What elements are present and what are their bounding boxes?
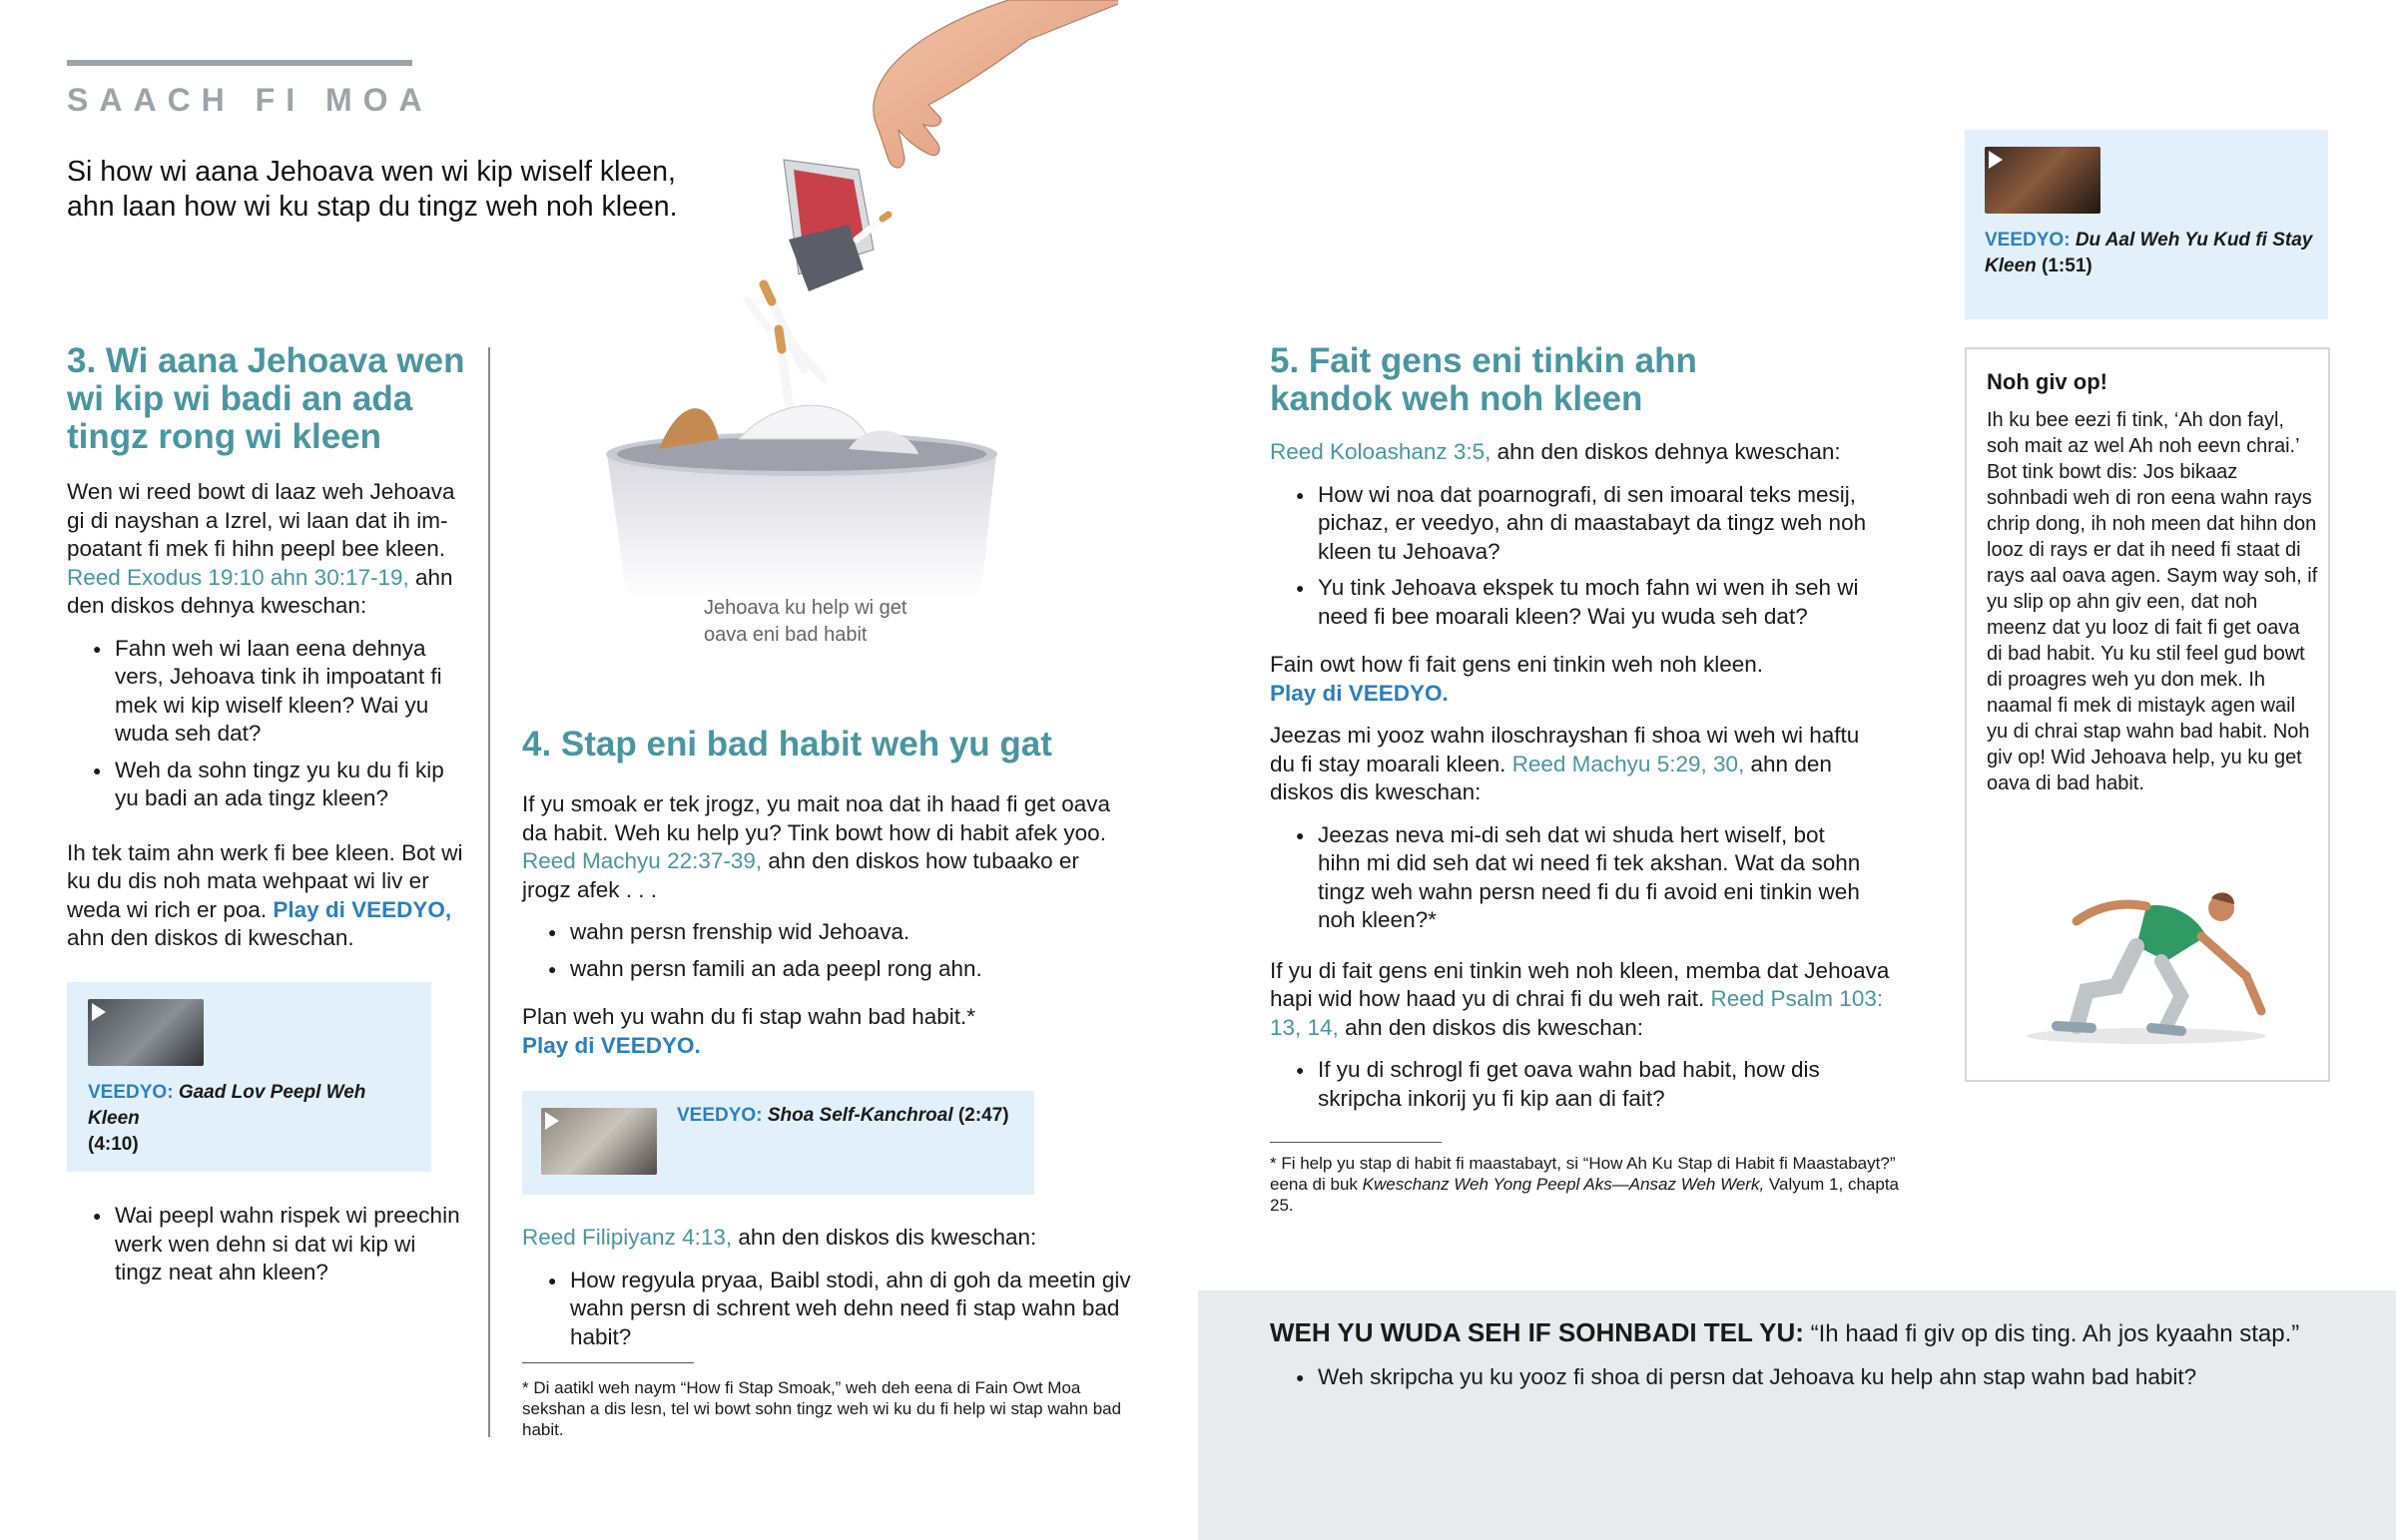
list-item: ● Weh da sohn tingz yu ku du fi kip yu badi an ada tingz kleen?	[67, 757, 466, 813]
section-4	[522, 726, 1131, 1060]
cigarette-pack-icon	[784, 160, 889, 291]
section-4-para3-tail: ahn den diskos dis kweschan:	[732, 1225, 1037, 1250]
section-5-footnote	[1270, 1153, 1909, 1216]
section-4-bullets	[522, 918, 1131, 983]
runner-illustration	[1997, 876, 2296, 1056]
section-3-final-bullet	[67, 1202, 466, 1295]
footnote-text: * Fi help yu stap di habit fi maastabayt, si “How Ah Ku Stap di Habit fi Maastabayt?” eena di buk	[1270, 1154, 1896, 1194]
section-3-para1	[67, 478, 466, 621]
sidebar-box-text: Ih ku bee eezi fi tink, ‘Ah don fayl, soh mait az wel Ah noh eevn chrai.’ Bot tink bowt dis: Jos bikaaz sohnbadi weh di ron eena wahn rays chrip dong, ih noh meen dat hihn don looz di rays er dat ih need fi staat di rays aal oava agen. Saym way soh, if yu slip op ahn giv een, dat noh meenz dat yu looz di fait fi get oava di bad habit. Yu ku stil feel gud bowt di proagres weh yu don mek. Ih naamal fi mek di mistayk agen wail yu di chrai stap wahn bad habit. Noh giv op! Wid Jehoava help, yu ku get oava di bad habit.	[1987, 409, 2318, 794]
video-label	[677, 1103, 1026, 1129]
list-item: ● wahn persn famili an ada peepl rong ahn.	[522, 955, 1131, 984]
video-title: Du Aal Weh Yu Kud fi Stay Kleen	[1985, 230, 2313, 276]
section-4-bullets-2	[522, 1267, 1131, 1352]
trash-illustration	[589, 0, 1118, 619]
filipiyanz-reference-link[interactable]: Reed Filipiyanz 4:13,	[522, 1225, 733, 1250]
section-5-para4-text: If yu di fait gens eni tinkin weh noh kleen, memba dat Jehoava hapi wid how haad yu di chrai fi du weh rait.	[1270, 957, 1890, 1011]
list-item: ● Weh skripcha yu ku yooz fi shoa di persn dat Jehoava ku help ahn stap wahn bad habit?	[1270, 1363, 2368, 1392]
column-divider	[488, 347, 490, 1437]
section-5-para2	[1270, 651, 1909, 708]
video-duration: (4:10)	[88, 1134, 139, 1155]
machyu-22-reference-link[interactable]: Reed Machyu 22:37-39,	[522, 848, 763, 873]
video-thumbnail[interactable]	[541, 1108, 657, 1175]
list-item: ● Wai peepl wahn rispek wi preechin werk wen dehn si dat wi kip wi tingz neat ahn kleen?	[67, 1202, 466, 1287]
list-item: ● How regyula pryaa, Baibl stodi, ahn di goh da meetin giv wahn persn di schrent weh dehn need fi stap wahn bad habit?	[522, 1267, 1131, 1352]
section-4-continued	[522, 1224, 1131, 1359]
section-5-para3	[1270, 722, 1869, 807]
bottom-quote: “Ih haad fi giv op dis ting. Ah jos kyaahn stap.”	[1803, 1320, 2300, 1347]
header-rule	[67, 60, 412, 66]
video-label	[1985, 228, 2314, 279]
section-4-footnote: * Di aatikl weh naym “How fi Stap Smoak,” weh deh eena di Fain Owt Moa sekshan a dis lesn, tel wi bowt sohn tingz weh wi ku du fi help wi stap wahn bad habit.	[522, 1378, 1122, 1439]
section-3-heading: 3. Wi aana Jehoava wen wi kip wi badi an ada tingz rong wi kleen	[67, 341, 465, 456]
video-title: Gaad Lov Peepl Weh Kleen	[88, 1082, 366, 1129]
section-5-intro-tail: ahn den diskos dehnya kweschan:	[1491, 439, 1841, 464]
list-item: ● Yu tink Jehoava ekspek tu moch fahn wi wen ih seh wi need fi bee moarali kleen? Wai yu wuda seh dat?	[1270, 574, 1869, 631]
footnote-rule	[1270, 1142, 1442, 1143]
section-5-heading: 5. Fait gens eni tinkin ahn kandok weh noh kleen	[1270, 341, 1697, 418]
section-3-para1-tail: ahn den diskos dehnya kweschan:	[67, 564, 453, 618]
play-icon	[545, 1112, 559, 1130]
video-tag: VEEDYO:	[677, 1105, 763, 1126]
footnote-book-title: Kweschanz Weh Yong Peepl Aks—Ansaz Weh Werk,	[1362, 1175, 1765, 1194]
section-5-para3-text: Jeezas mi yooz wahn iloschrayshan fi shoa wi weh wi haftu du fi stay moarali kleen.	[1270, 723, 1860, 776]
machyu-5-reference-link[interactable]: Reed Machyu 5:29, 30,	[1511, 751, 1745, 776]
intro-text: Si how wi aana Jehoava wen wi kip wiself kleen, ahn laan how wi ku stap du tingz weh noh kleen.	[67, 156, 678, 223]
section-5-para4-tail: ahn den diskos dis kweschan:	[1338, 1014, 1643, 1040]
section-4-para1-text: If yu smoak er tek jrogz, yu mait noa dat ih haad fi get oava da habit. Weh ku help yu? Tink bowt how di habit afek yoo.	[522, 791, 1111, 845]
bottom-label: WEH YU WUDA SEH IF SOHNBADI TEL YU:	[1270, 1317, 1804, 1347]
trash-can-icon	[606, 405, 997, 599]
section-4-para2-text: Plan weh yu wahn du fi stap wahn bad habit.*	[522, 1004, 976, 1029]
section-4-para1-tail: ahn den diskos how tubaako er jrogz afek . . .	[522, 848, 1079, 902]
section-3-para1-text: Wen wi reed bowt di laaz weh Jehoava gi di nayshan a Izrel, wi laan dat ih impoatant fi mek fi hihn peepl bee kleen.	[67, 479, 455, 561]
video-tag: VEEDYO:	[1985, 230, 2071, 251]
section-4-heading: 4. Stap eni bad habit weh yu gat	[522, 725, 1052, 764]
video-card-shoa-self-kanchroal[interactable]	[522, 1091, 1034, 1195]
video-duration: (1:51)	[2042, 256, 2093, 276]
list-item: ● How wi noa dat poarnografi, di sen imoaral teks mesij, pichaz, er veedyo, ahn di maastabayt da tingz weh noh kleen tu Jehoava?	[1270, 481, 1869, 567]
section-4-para1	[522, 790, 1131, 904]
section-5	[1270, 342, 1909, 1121]
section-4-para2	[522, 1003, 1131, 1060]
video-duration: (2:47)	[957, 1105, 1009, 1126]
sidebar-box-title: Noh giv op!	[1987, 369, 2107, 394]
video-thumbnail[interactable]	[1985, 147, 2100, 214]
play-video-link[interactable]: Play di VEEDYO.	[522, 1032, 701, 1058]
section-5-para4	[1270, 957, 1909, 1043]
list-item: ● Fahn weh wi laan eena dehnya vers, Jehoava tink ih impoatant fi mek wi kip wiself kleen? Wai yu wuda seh dat?	[67, 635, 466, 749]
list-item: ● wahn persn frenship wid Jehoava.	[522, 918, 1131, 947]
section-5-para2-text: Fain owt how fi fait gens eni tinkin weh noh kleen.	[1270, 652, 1764, 677]
bottom-bullets	[1270, 1363, 2368, 1400]
psalm-reference-link[interactable]: Reed Psalm 103: 13, 14,	[1270, 986, 1884, 1040]
section-3-bullets	[67, 635, 466, 813]
section-label: SAACH FI MOA	[67, 82, 433, 118]
footnote-tail: Valyum 1, chapta 25.	[1270, 1175, 1900, 1215]
video-label	[88, 1080, 417, 1158]
list-item: ● If yu di schrogl fi get oava wahn bad habit, how dis skripcha inkorij yu fi kip aan di fait?	[1270, 1056, 1869, 1113]
section-3-para2-tail: ahn den diskos di kweschan.	[67, 925, 354, 950]
play-icon	[1989, 151, 2003, 169]
koloashanz-reference-link[interactable]: Reed Koloashanz 3:5,	[1270, 439, 1492, 464]
section-5-intro	[1270, 438, 1909, 467]
section-5-bullets-2	[1270, 821, 1869, 935]
section-3	[67, 342, 466, 953]
video-thumbnail[interactable]	[88, 999, 204, 1066]
hand-icon	[874, 0, 1118, 168]
video-title: Shoa Self-Kanchroal	[767, 1105, 953, 1126]
section-5-para3-tail: ahn den diskos dis kweschan:	[1270, 751, 1832, 804]
section-3-para2-text: Ih tek taim ahn werk fi bee kleen. Bot wi ku du dis noh mata wehpaat wi liv er weda wi rich er poa.	[67, 839, 463, 922]
video-card-gaad-lov[interactable]	[67, 982, 431, 1172]
video-card-du-aal[interactable]	[1965, 130, 2328, 319]
section-4-para3	[522, 1224, 1131, 1253]
bottom-prompt	[1270, 1317, 2368, 1349]
play-video-link[interactable]: Play di VEEDYO.	[1270, 680, 1449, 706]
exodus-reference-link[interactable]: Reed Exodus 19:10 ahn 30:17-19,	[67, 564, 409, 590]
section-3-para2	[67, 839, 466, 953]
play-icon	[92, 1003, 106, 1021]
list-item: ● Jeezas neva mi-di seh dat wi shuda hert wiself, bot hihn mi did seh dat wi need fi tek akshan. Wat da sohn tingz weh wahn persn need fi du fi avoid eni tinkin weh noh kleen?*	[1270, 821, 1869, 935]
illustration-caption: Jehoava ku help wi get oava eni bad habit	[704, 597, 907, 646]
sidebar-box	[1965, 347, 2330, 1082]
section-5-bullets-3	[1270, 1056, 1869, 1113]
footnote-rule	[522, 1362, 694, 1363]
play-video-link[interactable]: Play di VEEDYO,	[273, 896, 452, 922]
video-tag: VEEDYO:	[88, 1082, 174, 1103]
section-5-bullets	[1270, 481, 1869, 632]
